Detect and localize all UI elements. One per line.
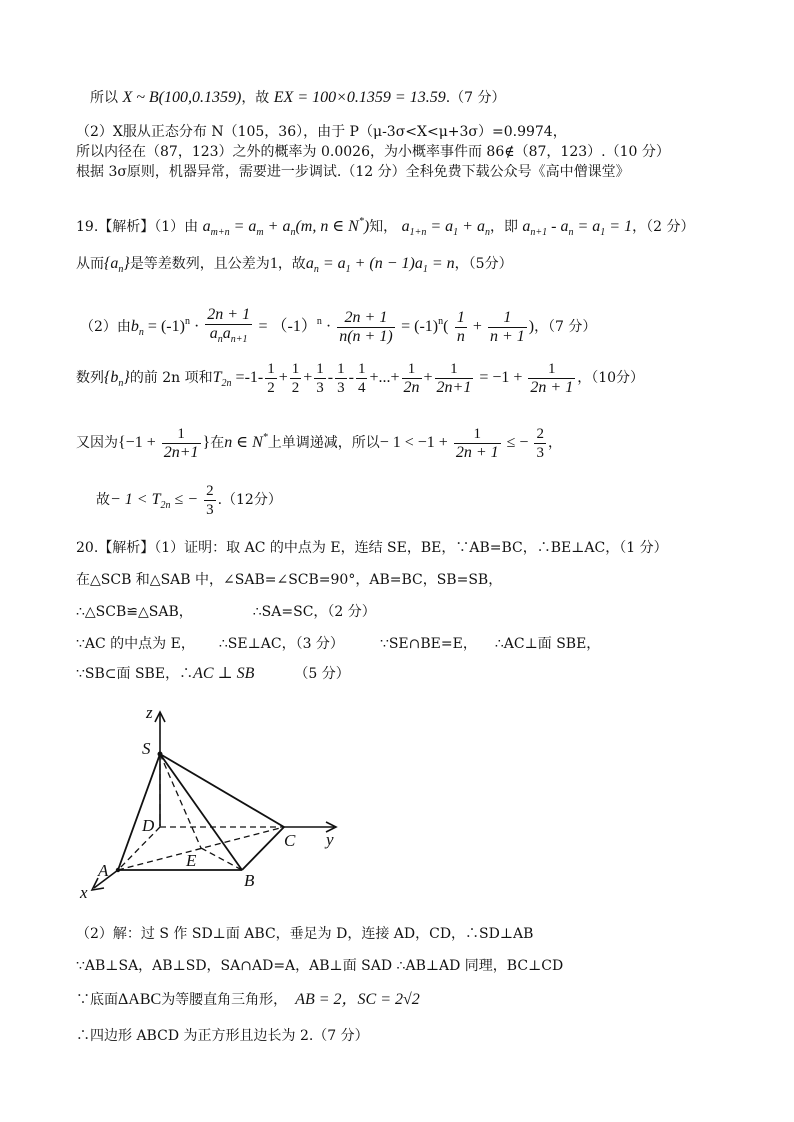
label-y: y [326,830,334,849]
pyramid-figure [72,700,362,900]
score: ，（2 分） [632,219,695,235]
p2-line-4: ∴四边形 ABCD 为正方形且边长为 2.（7 分） [76,1028,369,1044]
q20-line-5: ∵SB⊂面 SBE，∴AC ⊥ SB （5 分） [76,665,350,682]
edge-eb [201,848,242,870]
edge-sa [118,754,160,870]
q20-line-4: ∵AC 的中点为 E， ∴SE⊥AC，（3 分） ∵SE∩BE=E， ∴AC⊥面 SBE， [76,636,601,652]
edge-sb [160,754,242,870]
score: .（7 分） [445,90,506,106]
label-s: S [142,739,151,758]
q19-line-1: 19.【解析】（1）由 $a_{m+n} = a_m + a_n(m$, n ∈ N*)知， $a_{1+n} = a_1 + a_n$，即 $a_{n+1} - a_n = a_1 = 1$，（2 分） [76,216,695,238]
score: （5 分） [294,666,350,682]
q19-heading: 19.【解析】（1）由 [76,219,199,235]
text: ，故 [241,90,270,106]
p2-line-1: （2）解：过 S 作 SD⊥面 ABC，垂足为 D，连接 AD，CD，∴SD⊥AB [76,926,534,942]
math-expectation: EX = 100×0.1359 = 13.59 [273,89,446,106]
fraction: $\frac{1}{n}$ [456,308,465,345]
label-x: x [80,883,88,900]
q19-line-6: 故− $1 < T_{2n}$ ≤ − $\frac{2}{3}$ .（12分） [96,482,282,518]
score: ，（5分） [454,256,513,272]
line-probability: 所以内径在（87，123）之外的概率为 0.0026，为小概率事件而 86∉（87，123）.（10 分） [76,144,670,160]
line-normal-dist: （2）X服从正态分布 N（105，36），由于 P（μ-3σ<X<μ+3σ）=0.9974， [76,124,567,140]
q20-line-2: 在△SCB 和△SAB 中，∠SAB=∠SCB=90°，AB=BC，SB=SB， [76,572,503,588]
fraction: $\frac{2n + 1}{a_na_{n+1}}$ [207,305,251,345]
q20-line-3: ∴△SCB≌△SAB， ∴SA=SC，（2 分） [76,604,376,620]
score: ，（10分） [577,370,645,386]
q19-line-4: 数列$\{b_n\}$的前 2n 项和$T_{2n} =-1-$ $\frac{1}{2}$ + $\frac{1}{2}$ + $\frac{1}{3}$ - $\frac{1}{3}$ - $\frac{1}{4}$ +...+ $\frac{1}{2n}$ + $\frac{1}{2n+1}$ = −1 + $\frac{1}{2n + 1}$ ，（10分） [76,360,645,396]
math-binomial: X ~ B(100,0.1359) [122,89,242,106]
q20-line-1: 20.【解析】（1）证明：取 AC 的中点为 E，连结 SE，BE，∵AB=BC，∴BE⊥AC，（1 分） [76,540,668,556]
text: 所以 [90,90,118,106]
edge-bc [242,827,284,870]
line-binomial [90,88,506,108]
fraction: $\frac{1}{n + 1}$ [489,308,525,345]
fraction: $\frac{2n + 1}{n(n + 1)}$ [339,308,393,345]
label-a: A [98,861,109,880]
p2-line-3: ∵底面ΔABC为等腰直角三角形， AB = 2，SC = 2√2 [76,991,420,1008]
line-conclusion: 根据 3σ原则，机器异常，需要进一步调试.（12 分）全科免费下载公众号《高中僧课堂》 [76,164,630,180]
q19-line-3: （2）由$b_n = (-1)^n$ · $\frac{2n + 1}{a_na_{n+1}}$ = $(-1)^n$ · $\frac{2n + 1}{n(n + 1)}$ = $(-1)^n$( $\frac{1}{n}$ + $\frac{1}{n + 1}$ )，（7 分） [80,300,596,355]
label-b: B [244,871,255,890]
score: .（12分） [217,492,282,508]
edge-se [160,754,201,848]
label-d: D [142,816,155,835]
label-e: E [186,851,197,870]
score: ，（7 分） [534,319,597,335]
p2-line-2: ∵AB⊥SA，AB⊥SD，SA∩AD=A，AB⊥面 SAD ∴AB⊥AD 同理，BC⊥CD [76,958,564,974]
edge-sc [160,754,284,827]
point-a [116,868,120,872]
point-s [158,752,163,757]
q19-line-5: 又因为{−1 + $\frac{1}{2n+1}$ }在n ∈ N*上单调递减，所以− 1 < −1 + $\frac{1}{2n + 1}$ ≤ − $\frac{2}{3}$ ， [76,425,562,461]
label-z: z [146,703,153,722]
q19-line-2: 从而$\{a_n\}$是等差数列，且公差为1，故$a_n = a_1 + (n - 1)a_1 = n$，（5分） [76,255,513,275]
label-c: C [284,831,296,850]
